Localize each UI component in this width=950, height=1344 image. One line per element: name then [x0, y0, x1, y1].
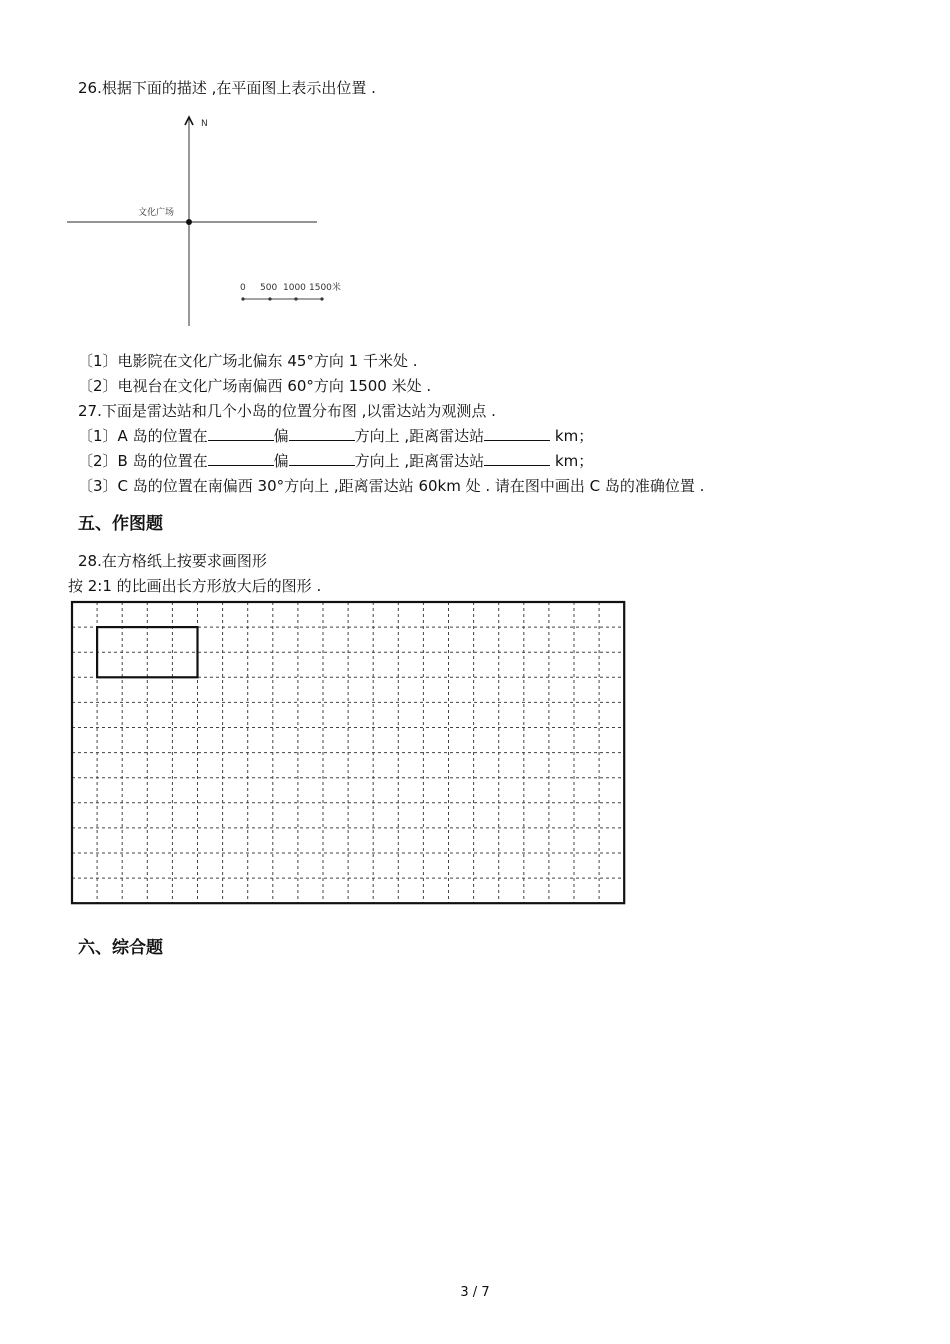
scale-tick-500: 500	[260, 283, 278, 293]
center-point	[186, 219, 192, 225]
grid-paper[interactable]	[70, 600, 626, 908]
answer-blank[interactable]	[208, 426, 274, 441]
answer-blank[interactable]	[289, 426, 355, 441]
answer-blank[interactable]	[484, 426, 550, 441]
q26-prompt: 26.根据下面的描述 ,在平面图上表示出位置 .	[78, 79, 376, 97]
scale-tick-1500: 1500米	[309, 283, 341, 293]
q27-item-2: 〔2〕B 岛的位置在 偏 方向上 ,距离雷达站 km；	[78, 452, 594, 470]
q26-item-2: 〔2〕电视台在文化广场南偏西 60°方向 1500 米处 .	[78, 377, 432, 395]
center-label: 文化广场	[138, 208, 175, 218]
scale-tick-0: 0	[240, 283, 246, 293]
scale-bar	[240, 281, 341, 301]
q28-prompt: 28.在方格纸上按要求画图形	[78, 552, 267, 570]
section-6-heading: 六、综合题	[78, 938, 163, 958]
q28-instruction: 按 2:1 的比画出长方形放大后的图形 .	[68, 577, 322, 595]
q27-item-1: 〔1〕A 岛的位置在 偏 方向上 ,距离雷达站 km；	[78, 427, 594, 445]
answer-blank[interactable]	[289, 451, 355, 466]
section-5-heading: 五、作图题	[78, 514, 163, 534]
north-label: N	[201, 119, 208, 129]
compass-diagram	[60, 112, 360, 330]
page-number: 3 / 7	[460, 1285, 490, 1300]
q26-item-1: 〔1〕电影院在文化广场北偏东 45°方向 1 千米处 .	[78, 352, 418, 370]
scale-tick-1000: 1000	[283, 283, 306, 293]
q27-prompt: 27.下面是雷达站和几个小岛的位置分布图 ,以雷达站为观测点 .	[78, 402, 496, 420]
q27-item-3: 〔3〕C 岛的位置在南偏西 30°方向上 ,距离雷达站 60km 处 . 请在图中画出 C 岛的准确位置 .	[78, 477, 705, 495]
answer-blank[interactable]	[208, 451, 274, 466]
answer-blank[interactable]	[484, 451, 550, 466]
